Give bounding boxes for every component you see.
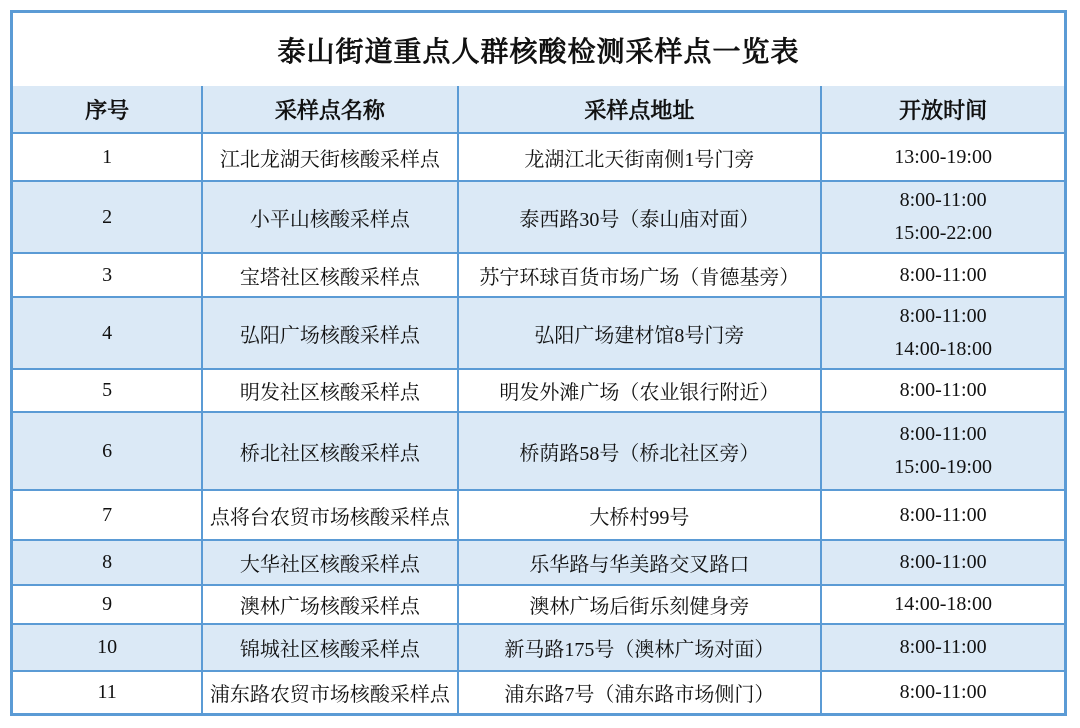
table-row [13, 369, 1064, 412]
site-name-cell: 宝塔社区核酸采样点 [202, 253, 457, 297]
site-address-cell: 澳林广场后街乐刻健身旁 [458, 585, 822, 624]
column-header-name: 采样点名称 [202, 86, 457, 133]
row-number-cell: 6 [13, 412, 202, 490]
site-address-cell: 明发外滩广场（农业银行附近） [458, 369, 822, 412]
table-title: 泰山街道重点人群核酸检测采样点一览表 [13, 13, 1064, 86]
row-number-cell: 3 [13, 253, 202, 297]
site-name-cell: 桥北社区核酸采样点 [202, 412, 457, 490]
row-number-cell: 4 [13, 297, 202, 369]
open-hours-cell [821, 585, 1064, 624]
site-name-cell: 浦东路农贸市场核酸采样点 [202, 671, 457, 713]
table-row [13, 540, 1064, 585]
site-address-cell: 泰西路30号（泰山庙对面） [458, 181, 822, 253]
site-address-cell: 苏宁环球百货市场广场（肯德基旁） [458, 253, 822, 297]
site-name-cell: 江北龙湖天街核酸采样点 [202, 133, 457, 181]
site-address-cell: 大桥村99号 [458, 490, 822, 540]
site-address-cell: 浦东路7号（浦东路市场侧门） [458, 671, 822, 713]
open-hours-line: 14:00-18:00 [894, 338, 992, 360]
row-number-cell: 10 [13, 624, 202, 671]
site-name-cell: 弘阳广场核酸采样点 [202, 297, 457, 369]
sampling-sites-table [10, 10, 1067, 716]
open-hours-cell [821, 133, 1064, 181]
column-header-hours: 开放时间 [821, 86, 1064, 133]
open-hours-line: 8:00-11:00 [899, 379, 987, 401]
open-hours-cell [821, 624, 1064, 671]
site-name-cell: 点将台农贸市场核酸采样点 [202, 490, 457, 540]
column-header-address: 采样点地址 [458, 86, 822, 133]
row-number-cell: 2 [13, 181, 202, 253]
site-address-cell: 弘阳广场建材馆8号门旁 [458, 297, 822, 369]
open-hours-line: 8:00-11:00 [899, 189, 987, 211]
header-row [13, 86, 1064, 133]
open-hours-line: 8:00-11:00 [899, 636, 987, 658]
table-row [13, 253, 1064, 297]
open-hours-line: 8:00-11:00 [899, 305, 987, 327]
open-hours-cell [821, 181, 1064, 253]
site-address-cell: 桥荫路58号（桥北社区旁） [458, 412, 822, 490]
site-name-cell: 明发社区核酸采样点 [202, 369, 457, 412]
open-hours-cell [821, 671, 1064, 713]
open-hours-cell [821, 297, 1064, 369]
open-hours-line: 14:00-18:00 [894, 593, 992, 615]
table-header [13, 86, 1064, 133]
open-hours-line: 15:00-19:00 [894, 456, 992, 478]
open-hours-line: 8:00-11:00 [899, 551, 987, 573]
table-row [13, 490, 1064, 540]
table-row [13, 297, 1064, 369]
open-hours-cell [821, 412, 1064, 490]
table-row [13, 585, 1064, 624]
site-address-cell: 新马路175号（澳林广场对面） [458, 624, 822, 671]
site-name-cell: 小平山核酸采样点 [202, 181, 457, 253]
open-hours-cell [821, 253, 1064, 297]
open-hours-line: 8:00-11:00 [899, 263, 987, 286]
open-hours-cell [821, 540, 1064, 585]
table-body [13, 133, 1064, 713]
table-row [13, 624, 1064, 671]
row-number-cell: 1 [13, 133, 202, 181]
open-hours-line: 15:00-22:00 [894, 222, 992, 244]
table-row [13, 181, 1064, 253]
open-hours-line: 8:00-11:00 [899, 681, 987, 703]
table-row [13, 133, 1064, 181]
table-row [13, 671, 1064, 713]
row-number-cell: 7 [13, 490, 202, 540]
sampling-sites-grid [13, 86, 1064, 713]
row-number-cell: 8 [13, 540, 202, 585]
column-header-number: 序号 [13, 86, 202, 133]
row-number-cell: 11 [13, 671, 202, 713]
row-number-cell: 5 [13, 369, 202, 412]
site-name-cell: 大华社区核酸采样点 [202, 540, 457, 585]
site-address-cell: 乐华路与华美路交叉路口 [458, 540, 822, 585]
row-number-cell: 9 [13, 585, 202, 624]
site-address-cell: 龙湖江北天街南侧1号门旁 [458, 133, 822, 181]
site-name-cell: 锦城社区核酸采样点 [202, 624, 457, 671]
site-name-cell: 澳林广场核酸采样点 [202, 585, 457, 624]
open-hours-cell [821, 490, 1064, 540]
open-hours-line: 13:00-19:00 [894, 145, 992, 168]
table-row [13, 412, 1064, 490]
open-hours-cell [821, 369, 1064, 412]
open-hours-line: 8:00-11:00 [899, 503, 987, 526]
open-hours-line: 8:00-11:00 [899, 423, 987, 445]
